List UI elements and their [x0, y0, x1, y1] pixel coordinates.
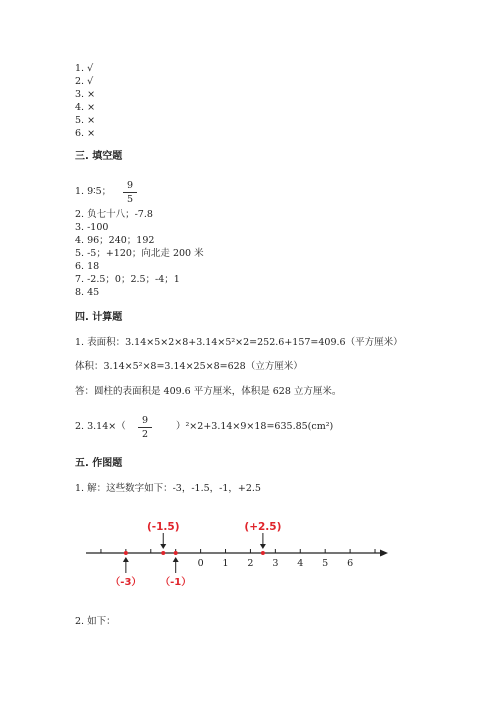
tick-label: 6	[347, 558, 354, 569]
fill-blank-item-2: 2. 负七十八；-7.8	[75, 209, 153, 220]
judgment-item-5: 5. ×	[75, 115, 96, 126]
fraction-denominator: 2	[141, 429, 149, 440]
point-label: （-1）	[160, 577, 192, 588]
fraction-bar	[123, 192, 137, 193]
point-arrowhead	[260, 544, 266, 549]
point-arrowhead	[160, 544, 166, 549]
fill-blank-q1: 1. 9∶5；	[75, 186, 112, 197]
tick-label: 4	[297, 558, 304, 569]
tick-label: 3	[272, 558, 279, 569]
tick-label: 5	[322, 558, 329, 569]
calc-line-surface: 1. 表面积：3.14×5×2×8+3.14×5²×2=252.6+157=409.6（平方厘米）	[75, 337, 403, 348]
tick-label: 2	[247, 558, 254, 569]
point-marker	[124, 551, 128, 555]
calc-q2-suffix: ）²×2+3.14×9×18=635.85(cm²)	[176, 421, 334, 432]
number-line-figure	[80, 515, 390, 595]
calc-heading: 四. 计算题	[75, 312, 123, 323]
fraction-bar	[138, 427, 152, 428]
fill-blank-q1-fraction	[123, 180, 137, 205]
fraction-numerator: 9	[126, 180, 134, 191]
judgment-item-2: 2. √	[75, 76, 94, 87]
fill-blank-item-6: 6. 18	[75, 261, 100, 272]
fill-blank-heading: 三. 填空题	[75, 151, 123, 162]
drawing-q1-text: 1. 解：这些数字如下：-3，-1.5，-1，+2.5	[75, 483, 261, 494]
fraction-denominator: 5	[126, 194, 134, 205]
tick-label: 1	[222, 558, 229, 569]
drawing-heading: 五. 作图题	[75, 458, 123, 469]
point-arrowhead	[173, 557, 179, 562]
judgment-item-4: 4. ×	[75, 102, 96, 113]
point-marker	[174, 551, 178, 555]
calc-q2-prefix: 2. 3.14×（	[75, 421, 126, 432]
fill-blank-item-8: 8. 45	[75, 287, 100, 298]
number-line	[80, 515, 390, 595]
point-arrowhead	[123, 557, 129, 562]
drawing-q2-text: 2. 如下：	[75, 616, 116, 627]
point-label: (+2.5)	[244, 521, 282, 533]
judgment-item-1: 1. √	[75, 63, 94, 74]
point-marker	[161, 551, 165, 555]
judgment-item-3: 3. ×	[75, 89, 96, 100]
judgment-item-6: 6. ×	[75, 128, 96, 139]
tick-label: 0	[197, 558, 204, 569]
fill-blank-item-3: 3. -100	[75, 222, 109, 233]
point-marker	[261, 551, 265, 555]
calc-q2-fraction	[138, 415, 152, 440]
calc-line-answer: 答：圆柱的表面积是 409.6 平方厘米，体积是 628 立方厘米。	[75, 386, 342, 397]
point-label: （-3）	[110, 577, 142, 588]
fill-blank-item-4: 4. 96；240；192	[75, 235, 155, 246]
fraction-numerator: 9	[141, 415, 149, 426]
axis-arrow	[380, 550, 388, 557]
fill-blank-item-5: 5. -5；+120；向北走 200 米	[75, 248, 204, 259]
fill-blank-item-7: 7. -2.5；0；2.5；-4；1	[75, 274, 180, 285]
calc-line-volume: 体积：3.14×5²×8=3.14×25×8=628（立方厘米）	[75, 361, 303, 372]
point-label: (-1.5)	[146, 521, 180, 533]
